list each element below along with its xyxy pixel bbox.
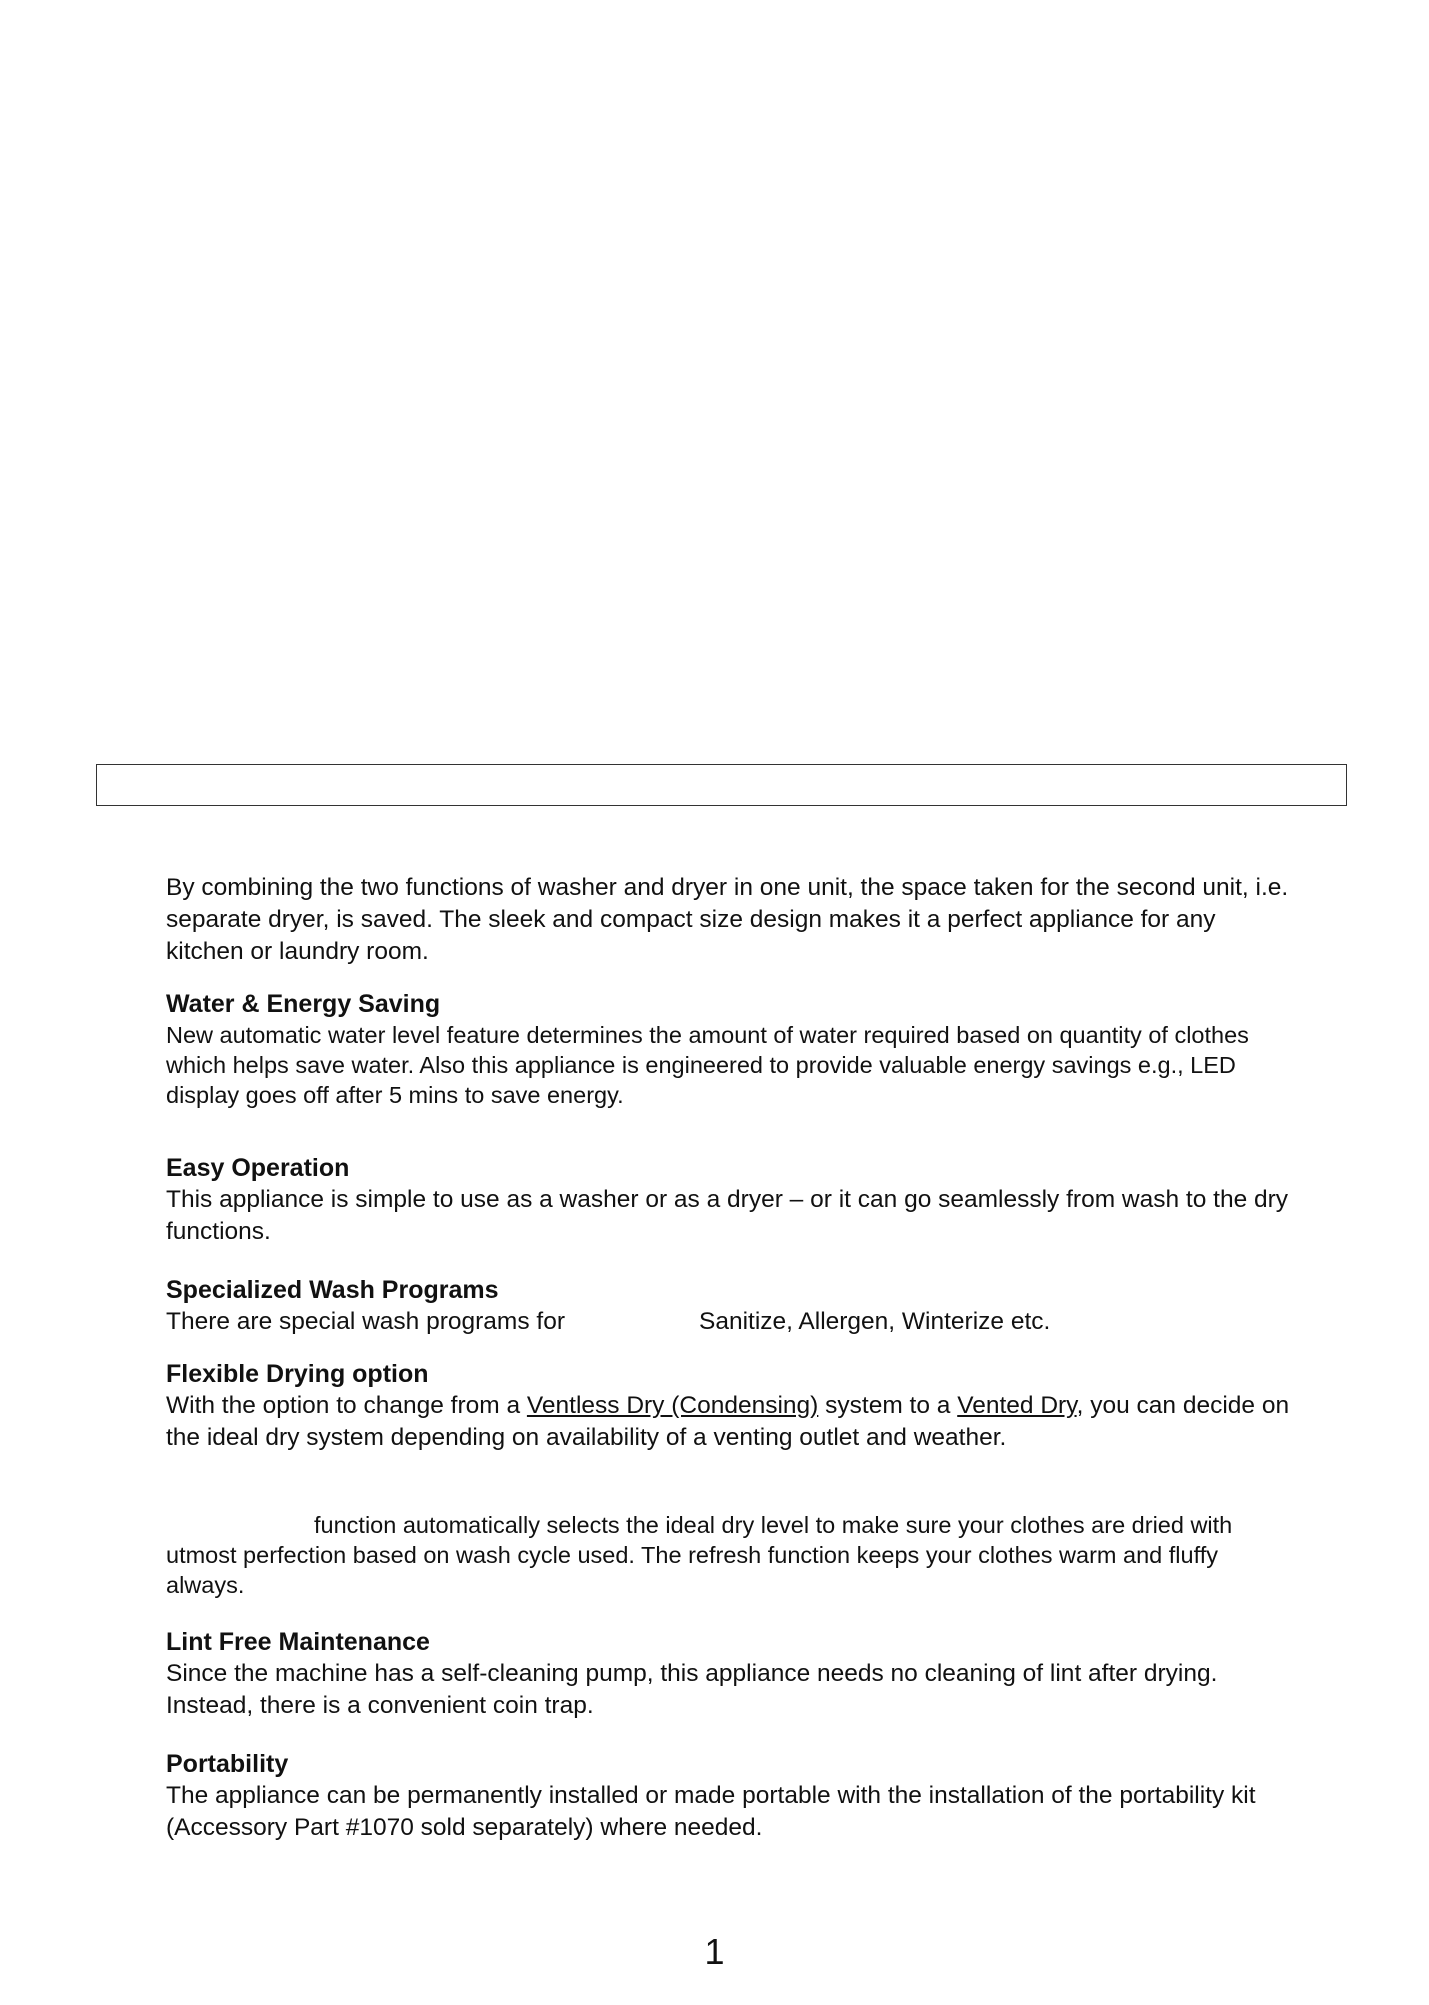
auto-dry-text: function automatically selects the ideal dry level to make sure your clothes are dried with utmost perfection based on wash cycle used. The refresh function keeps your clothes warm and fluffy always. (166, 1512, 1233, 1598)
heading-easy-operation: Easy Operation (166, 1154, 350, 1182)
body-easy-operation: This appliance is simple to use as a washer or as a dryer – or it can go seamlessly from wash to the dry functions. (166, 1186, 1289, 1245)
intro-paragraph: By combining the two functions of washer and dryer in one unit, the space taken for the second unit, i.e. separate dryer, is saved. The sleek and compact size design makes it a perfect appliance for any kitchen or laundry room. (166, 874, 1289, 965)
page-number: 1 (704, 1931, 725, 1972)
flexible-text-3: , you can decide on the ideal dry system depending on availability of a venting outlet and weather. (166, 1392, 1290, 1451)
specialized-text-end: Sanitize, Allergen, Winterize etc. (698, 1308, 1051, 1335)
specialized-text-start: There are special wash programs for (166, 1308, 565, 1335)
body-lint-free: Since the machine has a self-cleaning pump, this appliance needs no cleaning of lint after drying. Instead, there is a convenient coin trap. (166, 1660, 1218, 1719)
body-specialized-wash (166, 1306, 1296, 1338)
body-auto-dry (166, 1510, 1296, 1600)
body-portability: The appliance can be permanently installed or made portable with the installation of the portability kit (Accessory Part #1070 sold separately) where needed. (166, 1782, 1256, 1841)
heading-water-energy: Water & Energy Saving (166, 990, 441, 1018)
body-water-energy: New automatic water level feature determines the amount of water required based on quantity of clothes which helps save water. Also this appliance is engineered to provide valuable energy savings e.g., LED display goes off after 5 mins to save energy. (166, 1022, 1249, 1108)
ventless-dry-link[interactable]: Ventless Dry (Condensing) (526, 1392, 819, 1419)
vented-dry-link[interactable]: Vented Dry (957, 1392, 1077, 1419)
title-box (96, 764, 1347, 806)
heading-lint-free: Lint Free Maintenance (166, 1628, 430, 1656)
heading-portability: Portability (166, 1750, 289, 1778)
heading-specialized-wash: Specialized Wash Programs (166, 1276, 499, 1304)
heading-flexible-drying: Flexible Drying option (166, 1360, 429, 1388)
flexible-text-2: system to a (818, 1392, 958, 1419)
features-content (166, 872, 1296, 1844)
flexible-text-1: With the option to change from a (166, 1392, 527, 1419)
body-flexible-drying (166, 1390, 1296, 1454)
